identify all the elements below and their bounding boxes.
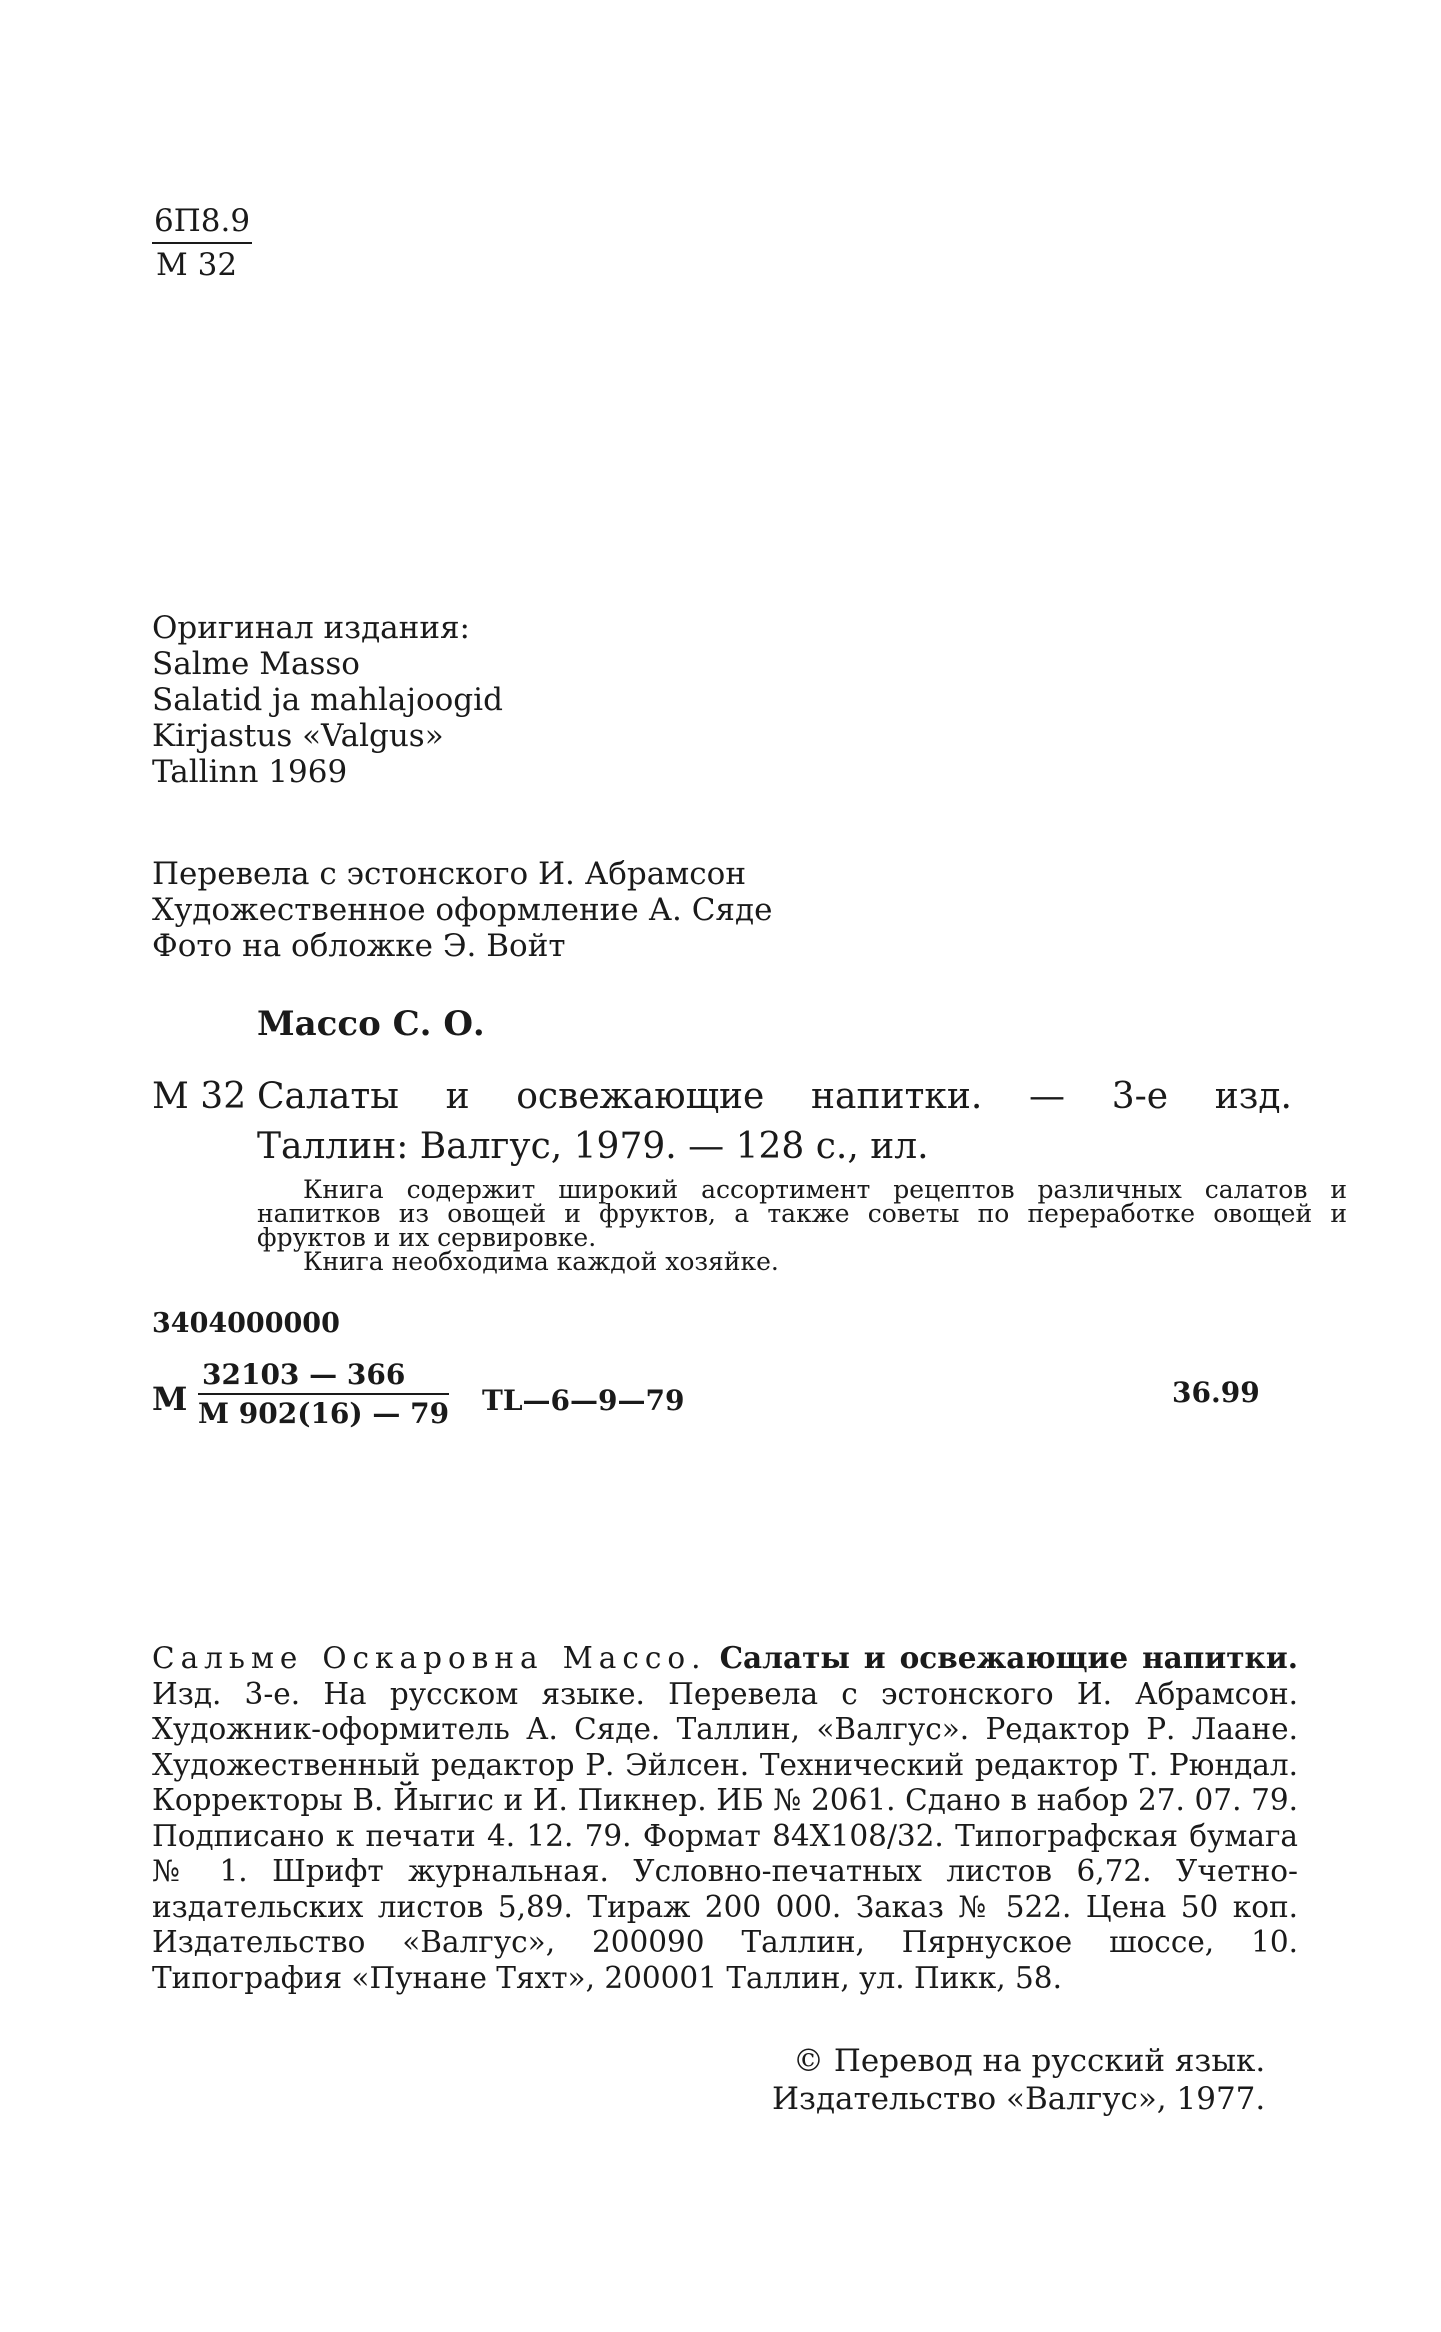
- annotation-text: Книга содержит широкий ассортимент рецептов различных салатов и напитков из овощей и фруктов, а также советы по переработке овощей и фруктов и их сервировке.: [257, 1175, 1347, 1252]
- original-edition-block: [152, 610, 503, 790]
- catalog-imprint: Таллин: Валгус, 1979. — 128 с., ил.: [257, 1126, 929, 1167]
- catalog-fraction: [198, 1358, 449, 1430]
- original-place-year: Tallinn 1969: [152, 754, 348, 790]
- bbk-index: 6П8.9: [152, 200, 252, 244]
- annotation: [257, 1175, 1347, 1276]
- tl-code: TL—6—9—79: [482, 1384, 685, 1417]
- original-publisher: Kirjastus «Valgus»: [152, 718, 444, 754]
- design-credit: Художественное оформление А. Сяде: [152, 892, 773, 928]
- colophon: [152, 1640, 1298, 1996]
- colophon-author: Сальме Оскаровна Массо.: [152, 1641, 707, 1675]
- credits-block: [152, 856, 772, 964]
- bbk-classification: [152, 200, 252, 286]
- fraction-bottom: М 902(16) — 79: [198, 1397, 450, 1430]
- bbk-author-mark: М 32: [156, 247, 238, 283]
- photo-credit: Фото на обложке Э. Войт: [152, 928, 566, 964]
- original-author: Salme Masso: [152, 646, 360, 682]
- copyright-line-2: Издательство «Валгус», 1977.: [772, 2081, 1266, 2117]
- catalog-author: Массо С. О.: [257, 1004, 485, 1044]
- copyright-line-1: © Перевод на русский язык.: [793, 2043, 1266, 2079]
- price-code: 36.99: [1172, 1376, 1260, 1409]
- annotation-text-2: Книга необходима каждой хозяйке.: [303, 1247, 779, 1276]
- catalog-code: М 32: [152, 1076, 247, 1117]
- catalog-m-letter: М: [152, 1380, 188, 1418]
- translator-credit: Перевела с эстонского И. Абрамсон: [152, 856, 746, 892]
- copyright-notice: [772, 2042, 1265, 2118]
- fraction-top: 32103 — 366: [198, 1358, 449, 1395]
- original-title: Salatid ja mahlajoogid: [152, 682, 503, 718]
- original-heading: Оригинал издания:: [152, 610, 470, 646]
- isbn-code: 3404000000: [152, 1308, 340, 1339]
- catalog-title: Салаты и освежающие напитки. — 3-е изд.: [257, 1076, 1292, 1117]
- colophon-title: Салаты и освежающие напитки.: [719, 1640, 1298, 1675]
- colophon-text: Изд. 3-е. На русском языке. Перевела с эстонского И. Абрамсон. Художник-оформитель А. Сяде. Таллин, «Валгус». Редактор Р. Лаане. Художественный редактор Р. Эйлсен. Технический редактор Т. Рюндал. Корректоры В. Йыгис и И. Пикнер. ИБ № 2061. Сдано в набор 27. 07. 79. Подписано к печати 4. 12. 79. Формат 84X108/32. Типографская бумага № 1. Шрифт журнальная. Условно-печатных листов 6,72. Учетно-издательских листов 5,89. Тираж 200 000. Заказ № 522. Цена 50 коп. Издательство «Валгус», 200090 Таллин, Пярнуское шоссе, 10. Типография «Пунане Тяхт», 200001 Таллин, ул. Пикк, 58.: [152, 1676, 1298, 1995]
